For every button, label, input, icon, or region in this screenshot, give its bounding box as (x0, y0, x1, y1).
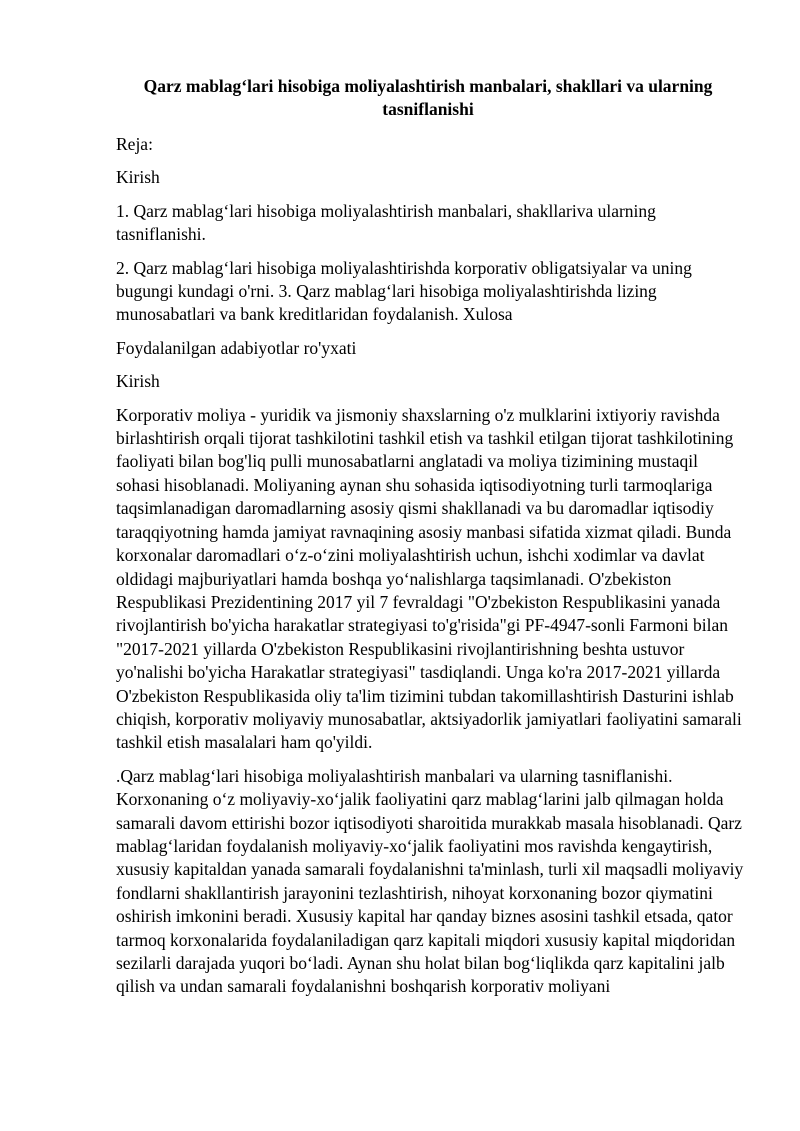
section-heading-introduction: Kirish (116, 371, 160, 392)
section-1-paragraph: .Qarz mablag‘lari hisobiga moliyalashtirish manbalari va ularning tasniflanishi. Korxonaning o‘z moliyaviy-xo‘jalik faoliyatini qarz mablag‘larini jalb qilmagan holda samarali davom ettirishi bozor iqtisodiyoti sharoitida murakkab masala hisoblanadi. Qarz mablag‘laridan foydalanish moliyaviy-xo‘jalik faoliyatini mos ravishda kengaytirish, xususiy kapitaldan yanada samarali foydalanishni ta'minlash, turli xil maqsadli moliyaviy fondlarni shakllantirish jarayonini tezlashtirish, nihoyat korxonaning bozor qiymatini oshirish imkonini beradi. Xususiy kapital har qanday biznes asosini tashkil etsada, qator tarmoq korxonalarida foydalaniladigan qarz kapitali miqdori xususiy kapital miqdoridan sezilarli darajada yuqori bo‘ladi. Aynan shu holat bilan bog‘liqlikda qarz kapitalini jalb qilish va undan samarali foydalanishni boshqarish korporativ moliyani (116, 765, 744, 997)
plan-item-1: 1. Qarz mablag‘lari hisobiga moliyalashtirish manbalari, shakllariva ularning tasniflanishi. (116, 200, 656, 245)
introduction-paragraph: Korporativ moliya - yuridik va jismoniy shaxslarning o'z mulklarini ixtiyoriy ravishda birlashtirish orqali tijorat tashkilotini tashkil etish va tashkil etilgan tijorat tashkilotining faoliyati bilan bog'liq pulli munosabatlarni anglatadi va moliya tizimining mustaqil sohasi hisoblanadi. Moliyaning aynan shu sohasida iqtisodiyotning turli tarmoqlariga taqsimlanadigan daromadlarning asosiy qismi shakllanadi va bu daromadlar iqtisodiy taraqqiyotning hamda jamiyat ravnaqining asosiy manbasi sifatida xizmat qiladi. Bunda korxonalar daromadlari o‘z-o‘zini moliyalashtirish uchun, ishchi xodimlar va davlat oldidagi majburiyatlari hamda boshqa yo‘nalishlarga taqsimlanadi. O'zbekiston Respublikasi Prezidentining 2017 yil 7 fevraldagi "O'zbekiston Respublikasini yanada rivojlantirish bo'yicha harakatlar strategiyasi to'g'risida"gi PF-4947-sonli Farmoni bilan "2017-2021 yillarda O'zbekiston Respublikasini rivojlantirishning beshta ustuvor yo'nalishi bo'yicha Harakatlar strategiyasi" tasdiqlandi. Unga ko'ra 2017-2021 yillarda O'zbekiston Respublikasida oliy ta'lim tizimini tubdan takomillashtirish Dasturini ishlab chiqish, korporativ moliyaviy munosabatlar, aktsiyadorlik jamiyatlari faoliyatini samarali tashkil etish masalalari ham qo'yildi. (116, 404, 742, 753)
plan-heading: Reja: (116, 134, 153, 154)
document-title: Qarz mablag‘lari hisobiga moliyalashtirish manbalari, shakllari va ularning tasniflanishi (143, 76, 713, 119)
plan-item-references: Foydalanilgan adabiyotlar ro'yxati (116, 337, 357, 358)
plan-item-introduction: Kirish (116, 167, 160, 188)
plan-item-2-3-conclusion: 2. Qarz mablag‘lari hisobiga moliyalashtirishda korporativ obligatsiyalar va uning bugungi kundagi o'rni. 3. Qarz mablag‘lari hisobiga moliyalashtirishda lizing munosabatlari va bank kreditlaridan foydalanish. Xulosa (116, 257, 692, 325)
document-body (116, 133, 746, 999)
